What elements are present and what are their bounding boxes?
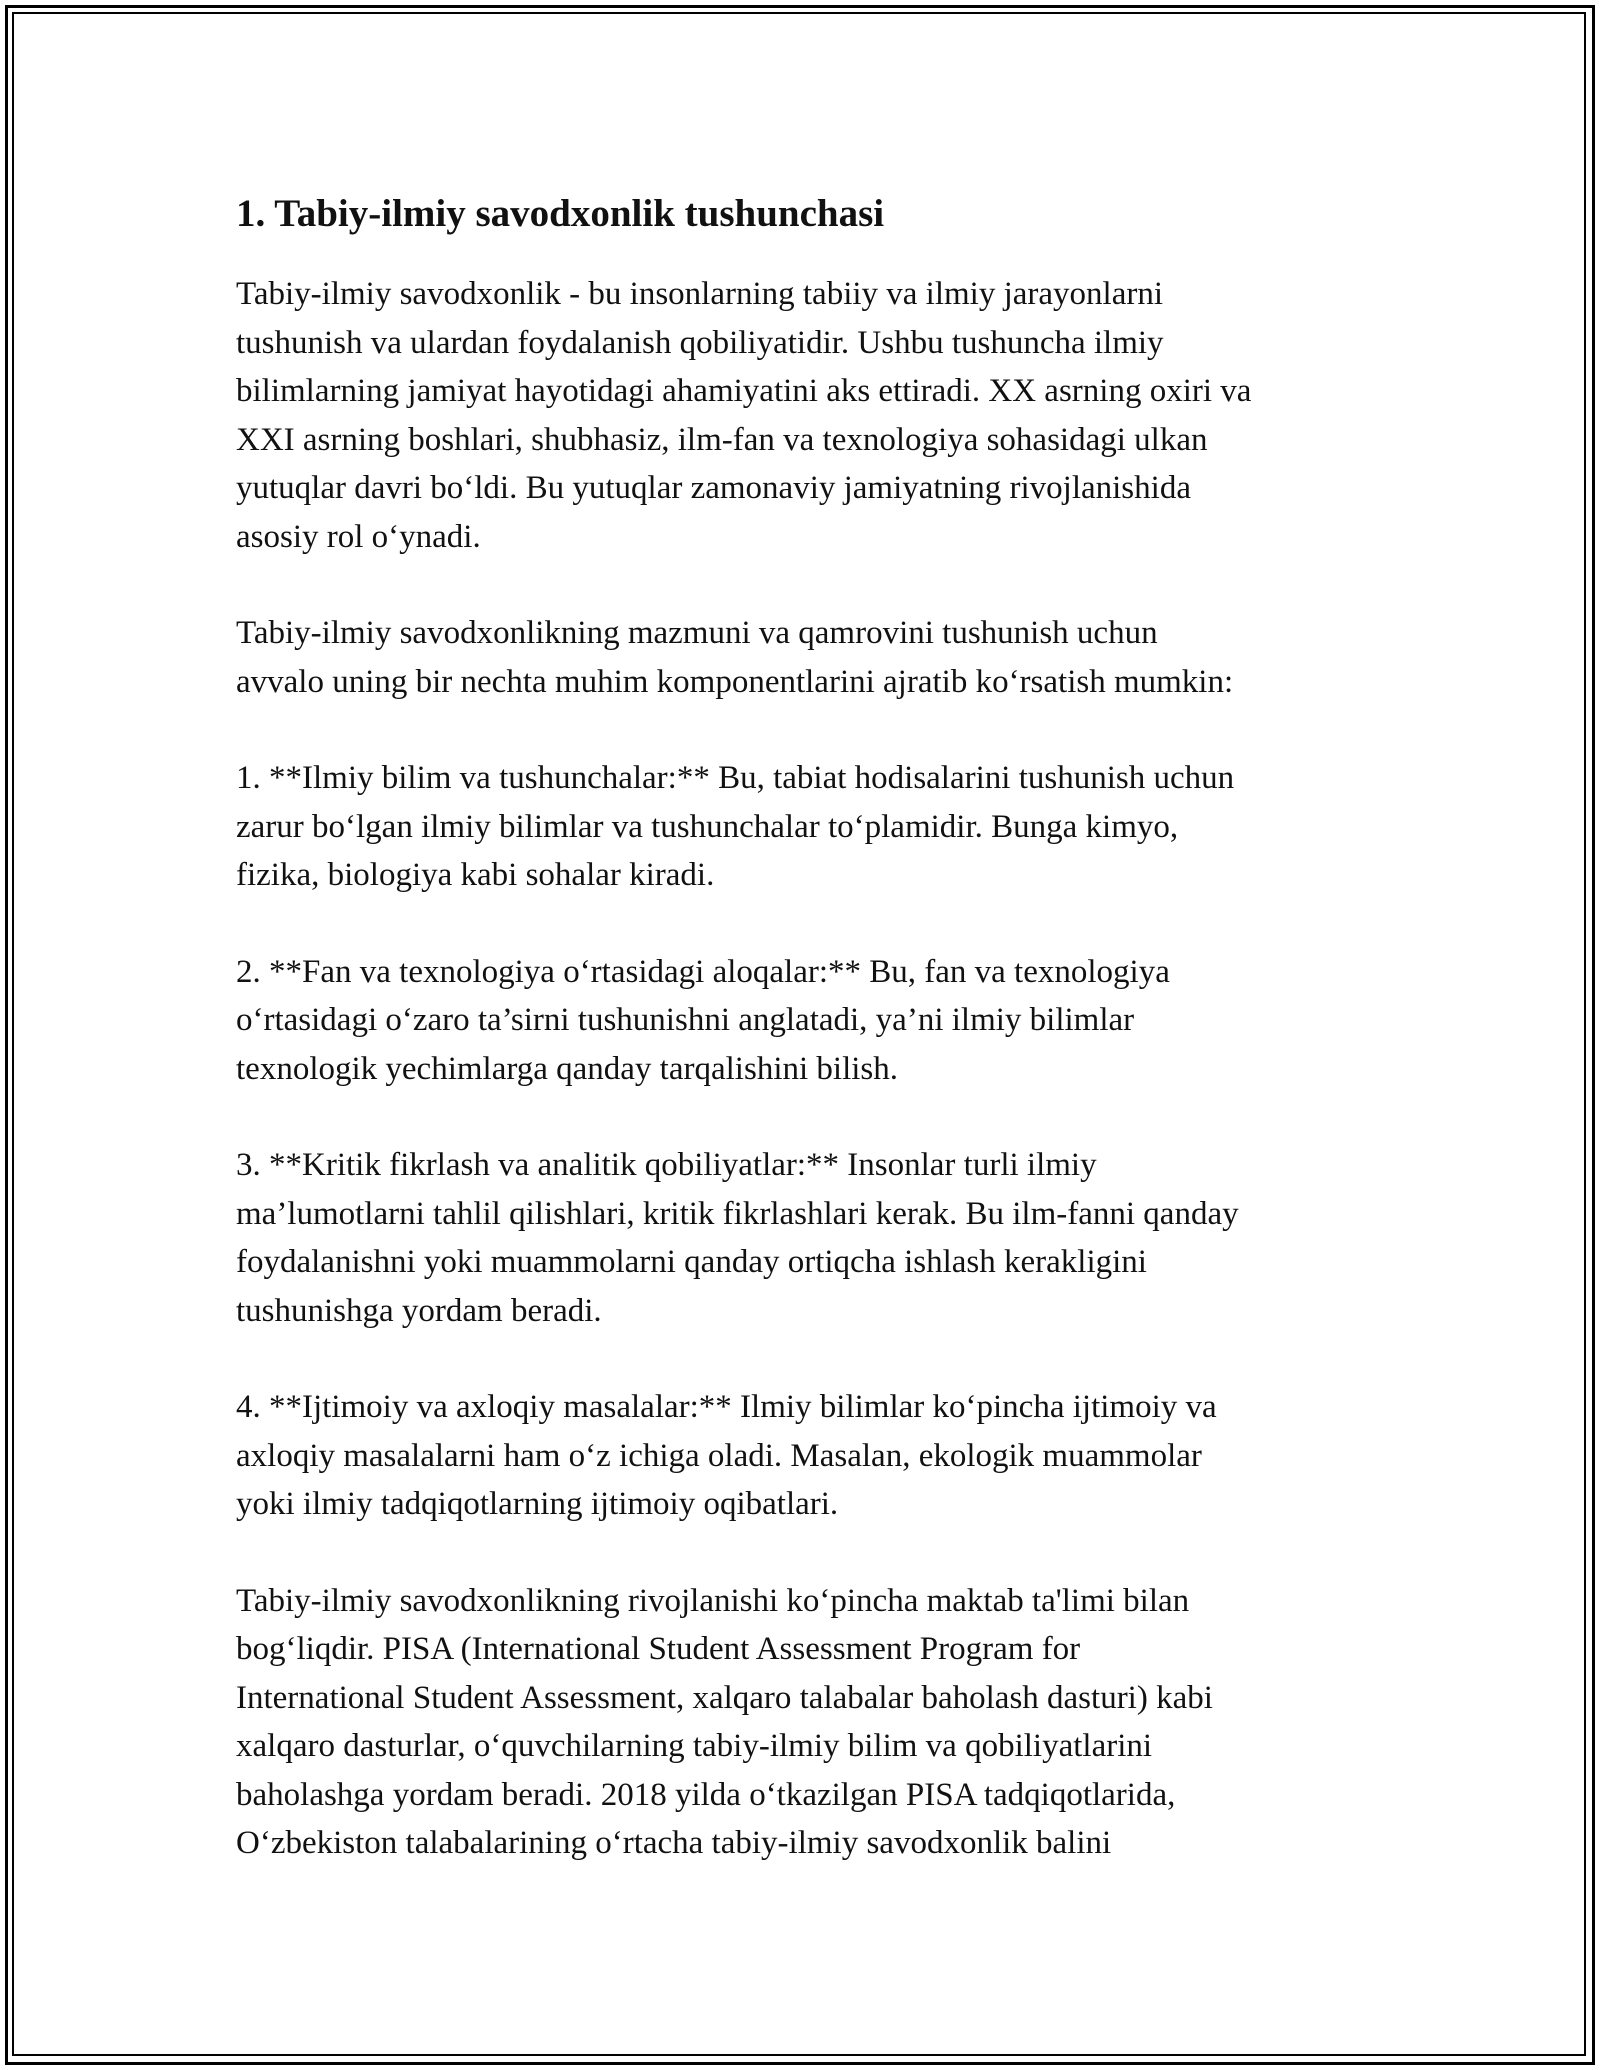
text-line: yutuqlar davri bo‘ldi. Bu yutuqlar zamonaviy jamiyatning rivojlanishida [236, 470, 1191, 506]
paragraph-intro [236, 270, 1376, 561]
text-line: o‘rtasidagi o‘zaro ta’sirni tushunishni anglatadi, ya’ni ilmiy bilimlar [236, 1002, 1135, 1038]
list-item-scientific-knowledge [236, 754, 1376, 900]
text-line: 3. **Kritik fikrlash va analitik qobiliyatlar:** Insonlar turli ilmiy [236, 1147, 1097, 1183]
text-line: avvalo uning bir nechta muhim komponentlarini ajratib ko‘rsatish mumkin: [236, 663, 1234, 700]
paragraph-pisa [236, 1577, 1376, 1868]
section-title: 1. Tabiy-ilmiy savodxonlik tushunchasi [236, 192, 885, 235]
text-line: bilimlarning jamiyat hayotidagi ahamiyatini aks ettiradi. XX asrning oxiri va [236, 373, 1252, 409]
text-line: Tabiy-ilmiy savodxonlikning mazmuni va qamrovini tushunish uchun [236, 615, 1158, 651]
text-line: axloqiy masalalarni ham o‘z ichiga oladi. Masalan, ekologik muammolar [236, 1437, 1202, 1474]
text-line: yoki ilmiy tadqiqotlarning ijtimoiy oqibatlari. [236, 1486, 839, 1522]
text-line: XXI asrning boshlari, shubhasiz, ilm-fan va texnologiya sohasidagi ulkan [236, 421, 1208, 458]
text-line: fizika, biologiya kabi sohalar kiradi. [236, 857, 715, 893]
text-line: International Student Assessment, xalqaro talabalar baholash dasturi) kabi [236, 1679, 1213, 1716]
text-line: tushunish va ulardan foydalanish qobiliyatidir. Ushbu tushuncha ilmiy [236, 324, 1164, 361]
text-line: Tabiy-ilmiy savodxonlikning rivojlanishi ko‘pincha maktab ta'limi bilan [236, 1582, 1190, 1619]
list-item-social-ethical [236, 1383, 1376, 1529]
text-line: xalqaro dasturlar, o‘quvchilarning tabiy-ilmiy bilim va qobiliyatlarini [236, 1728, 1153, 1764]
text-line: asosiy rol o‘ynadi. [236, 518, 481, 555]
text-line: tushunishga yordam beradi. [236, 1292, 602, 1329]
list-item-science-technology [236, 948, 1376, 1094]
paragraph-components-intro [236, 609, 1376, 706]
document-body [236, 186, 1376, 1916]
text-line: 2. **Fan va texnologiya o‘rtasidagi aloqalar:** Bu, fan va texnologiya [236, 953, 1170, 990]
text-line: texnologik yechimlarga qanday tarqalishini bilish. [236, 1050, 898, 1087]
text-line: 1. **Ilmiy bilim va tushunchalar:** Bu, tabiat hodisalarini tushunish uchun [236, 760, 1235, 796]
text-line: 4. **Ijtimoiy va axloqiy masalalar:** Ilmiy bilimlar ko‘pincha ijtimoiy va [236, 1389, 1217, 1425]
text-line: ma’lumotlarni tahlil qilishlari, kritik fikrlashlari kerak. Bu ilm-fanni qanday [236, 1195, 1239, 1232]
text-line: bog‘liqdir. PISA (International Student Assessment Program for [236, 1631, 1081, 1667]
text-line: baholashga yordam beradi. 2018 yilda o‘tkazilgan PISA tadqiqotlarida, [236, 1776, 1176, 1813]
text-line: Tabiy-ilmiy savodxonlik - bu insonlarning tabiiy va ilmiy jarayonlarni [236, 276, 1164, 312]
text-line: O‘zbekiston talabalarining o‘rtacha tabiy-ilmiy savodxonlik balini [236, 1825, 1112, 1861]
list-item-critical-thinking [236, 1141, 1376, 1335]
text-line: zarur bo‘lgan ilmiy bilimlar va tushunchalar to‘plamidir. Bunga kimyo, [236, 808, 1179, 845]
text-line: foydalanishni yoki muammolarni qanday ortiqcha ishlash kerakligini [236, 1244, 1147, 1280]
